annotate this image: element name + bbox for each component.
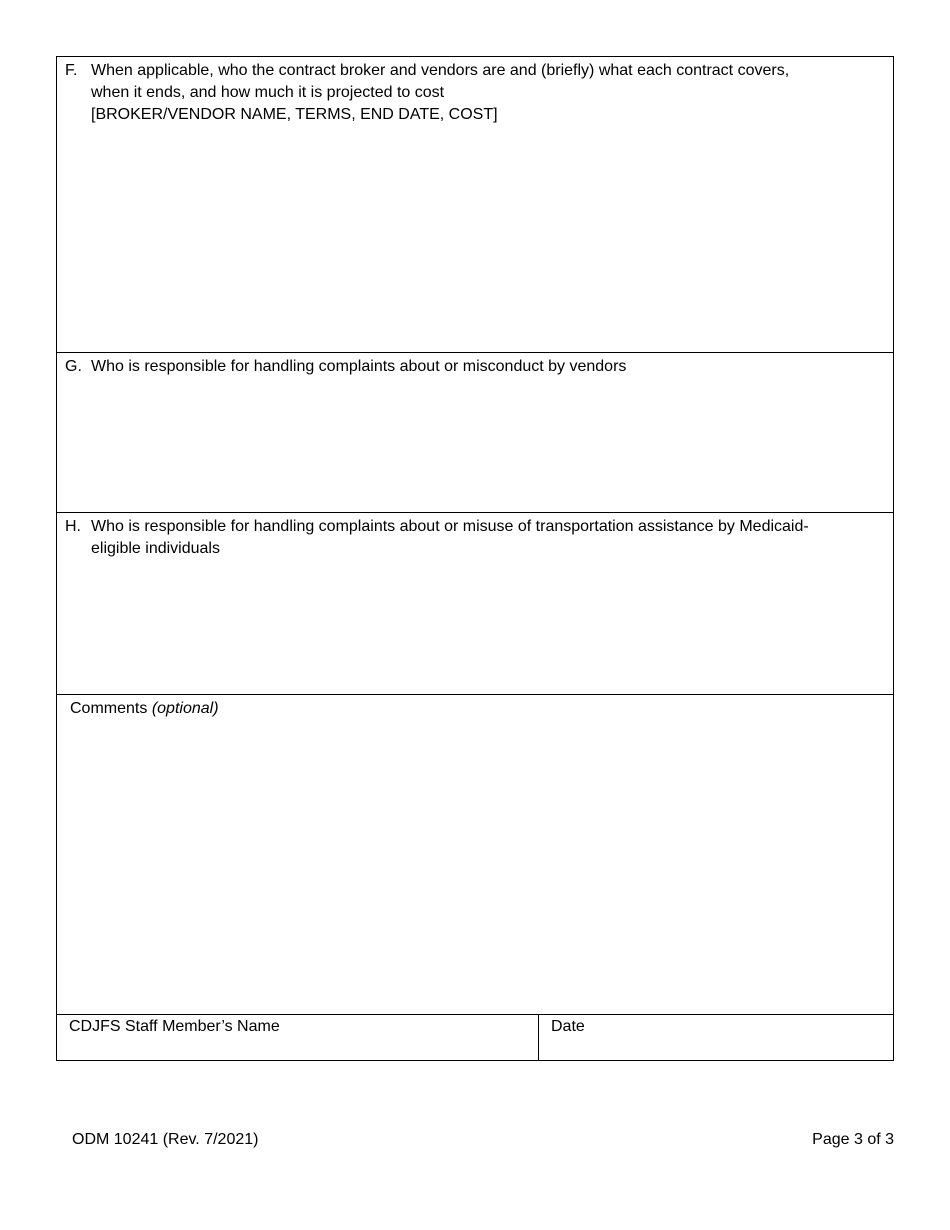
- section-f[interactable]: [57, 57, 893, 353]
- form-table: [56, 56, 894, 1061]
- staff-name-label: CDJFS Staff Member’s Name: [69, 1018, 280, 1035]
- signature-row: [57, 1015, 893, 1060]
- date-field[interactable]: [539, 1015, 893, 1060]
- question-h-line-1: Who is responsible for handling complaints about or misuse of transportation assistance by Medicaid-: [91, 518, 809, 535]
- question-f-line-3: [BROKER/VENDOR NAME, TERMS, END DATE, COST]: [91, 106, 498, 123]
- page-footer: [72, 1130, 894, 1150]
- comments-label-text: Comments: [70, 700, 148, 717]
- comments-optional-text: (optional): [151, 700, 219, 717]
- question-f-line-1: When applicable, who the contract broker and vendors are and (briefly) what each contract covers,: [91, 62, 790, 79]
- comments-label: [65, 698, 883, 720]
- section-g[interactable]: [57, 353, 893, 513]
- question-h-line-2: eligible individuals: [91, 540, 220, 557]
- section-h[interactable]: [57, 513, 893, 695]
- question-f: [65, 60, 883, 126]
- question-f-letter: F.: [65, 62, 78, 79]
- question-h: [65, 516, 883, 560]
- question-h-letter: H.: [65, 518, 81, 535]
- question-g-letter: G.: [65, 358, 82, 375]
- question-g-text: Who is responsible for handling complaints about or misconduct by vendors: [91, 358, 627, 375]
- staff-name-field[interactable]: [57, 1015, 539, 1060]
- page-number: Page 3 of 3: [812, 1131, 894, 1148]
- question-g: [65, 356, 883, 378]
- form-id: ODM 10241 (Rev. 7/2021): [72, 1131, 259, 1148]
- question-f-text: [91, 60, 883, 126]
- question-h-text: [91, 516, 883, 560]
- question-f-line-2: when it ends, and how much it is projected to cost: [91, 84, 445, 101]
- date-label: Date: [551, 1018, 585, 1035]
- comments-section[interactable]: [57, 695, 893, 1015]
